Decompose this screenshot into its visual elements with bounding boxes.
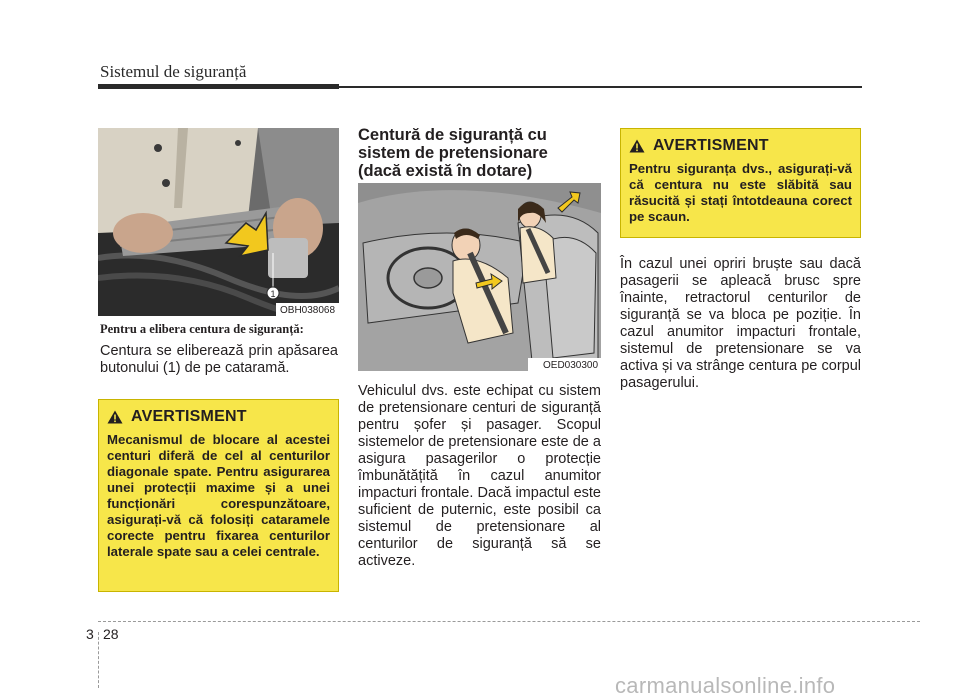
warning-box-left [98,399,339,592]
middle-body-text: Vehiculul dvs. este echipat cu sistem de pretensionare centuri de siguranță pentru șofer și pasager. Scopul sistemelor de pretensionare este de a asigura pasagerilor o protecție îmbunătățită în cazul anumitor impacturi frontale. Dacă impactul este suficient de puternic, este posibil ca sistemul de pretensionare al centurilor de siguranță să se activeze. [358,383,601,569]
footer-vertical-rule [98,632,99,688]
section-heading: Centură de siguranță cu sistem de pretensionare (dacă există în dotare) [358,126,548,180]
header-rule [98,84,339,89]
left-body-text: Centura se eliberează prin apăsarea butonului (1) de pe cataramă. [100,343,338,376]
warning-title-row [107,408,330,426]
header-rule-thin [339,86,862,88]
warning-triangle-icon [107,410,123,424]
warning-title: AVERTISMENT [653,137,769,154]
footer-rule [98,621,920,622]
figure-caption: Pentru a elibera centura de siguranță: [100,322,304,336]
warning-text: Pentru siguranța dvs., asigurați-vă că centura nu este slăbită sau răsucită și stați întotdeauna corect pe scaun. [629,161,852,224]
right-body-text: În cazul unei opriri bruște sau dacă pasagerii se apleacă brusc spre înainte, retractorul centurilor de siguranță se va bloca pe poziție. În cazul anumitor impacturi frontale, sistemul de pretensionare se va activa și va strânge centura pe corpul pasagerului. [620,256,861,391]
warning-triangle-icon [629,139,645,153]
watermark: carmanualsonline.info [615,673,836,698]
page-number: 28 [103,626,119,642]
figure-code-left: OBH038068 [280,305,336,316]
warning-title: AVERTISMENT [131,408,247,425]
seatbelt-release-photo [98,128,339,316]
callout-number-1: 1 [270,289,276,299]
page-header-title: Sistemul de siguranță [100,62,247,81]
chapter-number: 3 [86,626,94,642]
warning-title-row [629,137,852,155]
warning-text: Mecanismul de blocare al acestei centuri diferă de cel al centurilor diagonale spate. Pentru asigurarea unei protecții maxime și a unei funcționări corespunzătoare, asigurați-vă că folosiți cataramele corecte pentru fixarea centurilor laterale spate sau a celei centrale. [107,432,330,559]
pretensioner-diagram [358,183,601,371]
figure-code-middle: OED030300 [543,360,599,371]
warning-box-right [620,128,861,238]
